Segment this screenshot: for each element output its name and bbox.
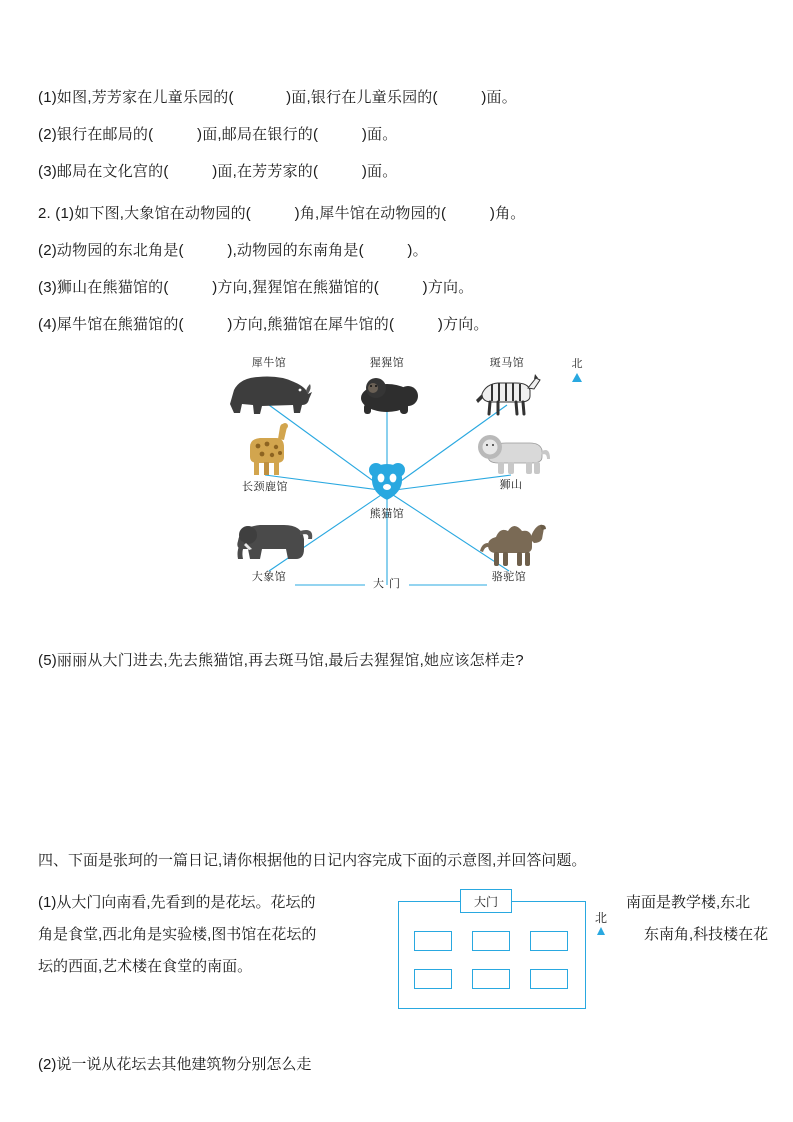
zoo-map-diagram bbox=[177, 353, 597, 633]
zoo-label-elephant: 大象馆 bbox=[251, 571, 287, 583]
compass-north: 北 bbox=[559, 355, 595, 382]
question-3-1: (1)如图,芳芳家在儿童乐园的( )面,银行在儿童乐园的( )面。 bbox=[38, 89, 517, 106]
worksheet-content bbox=[38, 88, 769, 1075]
zoo-location-gorilla bbox=[332, 353, 442, 416]
zoo-location-zebra bbox=[452, 353, 562, 418]
zoo-location-elephant bbox=[214, 515, 324, 584]
question-2-4: (4)犀牛馆在熊猫馆的( )方向,熊猫馆在犀牛馆的( )方向。 bbox=[38, 316, 489, 333]
schematic-cell bbox=[414, 931, 452, 951]
zoo-label-gorilla: 猩猩馆 bbox=[369, 357, 405, 369]
section-4-right-line-1: 南面是教学楼,东北 bbox=[626, 894, 751, 911]
north-arrow-icon bbox=[572, 373, 582, 382]
section-4-question-2: (2)说一说从花坛去其他建筑物分别怎么走 bbox=[38, 1056, 312, 1073]
schematic-cell bbox=[472, 931, 510, 951]
section-4-left-line-1: (1)从大门向南看,先看到的是花坛。花坛的 bbox=[38, 894, 316, 911]
zoo-label-giraffe: 长颈鹿馆 bbox=[242, 481, 288, 493]
section-4-right-text bbox=[626, 887, 776, 951]
section-4-compass-label: 北 bbox=[594, 911, 607, 925]
zoo-location-giraffe bbox=[210, 423, 320, 494]
zoo-label-panda: 熊猫馆 bbox=[369, 508, 405, 520]
question-2-3: (3)狮山在熊猫馆的( )方向,猩猩馆在熊猫馆的( )方向。 bbox=[38, 279, 474, 296]
section-4-left-line-2: 角是食堂,西北角是实验楼,图书馆在花坛的 bbox=[38, 926, 317, 943]
north-arrow-icon bbox=[597, 927, 605, 935]
schematic-gate-box: 大门 bbox=[460, 889, 512, 913]
camel-icon bbox=[470, 515, 548, 567]
section-4-left-line-3: 坛的西面,艺术楼在食堂的南面。 bbox=[38, 958, 253, 975]
zoo-location-lion bbox=[456, 423, 566, 492]
schematic-frame bbox=[398, 901, 586, 1009]
schematic-cell bbox=[414, 969, 452, 989]
elephant-icon bbox=[222, 515, 316, 567]
zoo-gate-label: 大 门 bbox=[372, 578, 402, 590]
zoo-location-panda bbox=[332, 458, 442, 521]
zebra-icon bbox=[472, 370, 542, 418]
section-4-compass bbox=[586, 909, 616, 935]
zoo-label-camel: 骆驼馆 bbox=[491, 571, 527, 583]
question-2-5: (5)丽丽从大门进去,先去熊猫馆,再去斑马馆,最后去猩猩馆,她应该怎样走? bbox=[38, 652, 524, 669]
section-4-title: 四、下面是张珂的一篇日记,请你根据他的日记内容完成下面的示意图,并回答问题。 bbox=[38, 852, 587, 869]
zoo-location-camel bbox=[454, 515, 564, 584]
schematic-cell bbox=[530, 931, 568, 951]
question-2-2: (2)动物园的东北角是( ),动物园的东南角是( )。 bbox=[38, 242, 428, 259]
rhino-icon bbox=[224, 370, 314, 416]
zoo-label-zebra: 斑马馆 bbox=[489, 357, 525, 369]
question-2-1: 2. (1)如下图,大象馆在动物园的( )角,犀牛馆在动物园的( )角。 bbox=[38, 205, 526, 222]
section-4-left-text bbox=[38, 887, 378, 983]
zoo-label-rhino: 犀牛馆 bbox=[251, 357, 287, 369]
panda-icon bbox=[361, 458, 413, 504]
lion-icon bbox=[468, 423, 554, 475]
question-3-3: (3)邮局在文化宫的( )面,在芳芳家的( )面。 bbox=[38, 163, 398, 180]
schematic-cell bbox=[530, 969, 568, 989]
section-4-body bbox=[38, 887, 769, 1037]
zoo-location-rhino bbox=[214, 353, 324, 416]
question-3-2: (2)银行在邮局的( )面,邮局在银行的( )面。 bbox=[38, 126, 398, 143]
schematic-cell bbox=[472, 969, 510, 989]
gorilla-icon bbox=[350, 370, 424, 416]
giraffe-icon bbox=[234, 423, 296, 477]
zoo-label-lion: 狮山 bbox=[499, 479, 523, 491]
school-schematic-diagram bbox=[398, 889, 588, 1009]
section-4-right-line-2: 东南角,科技楼在花 bbox=[644, 926, 769, 943]
